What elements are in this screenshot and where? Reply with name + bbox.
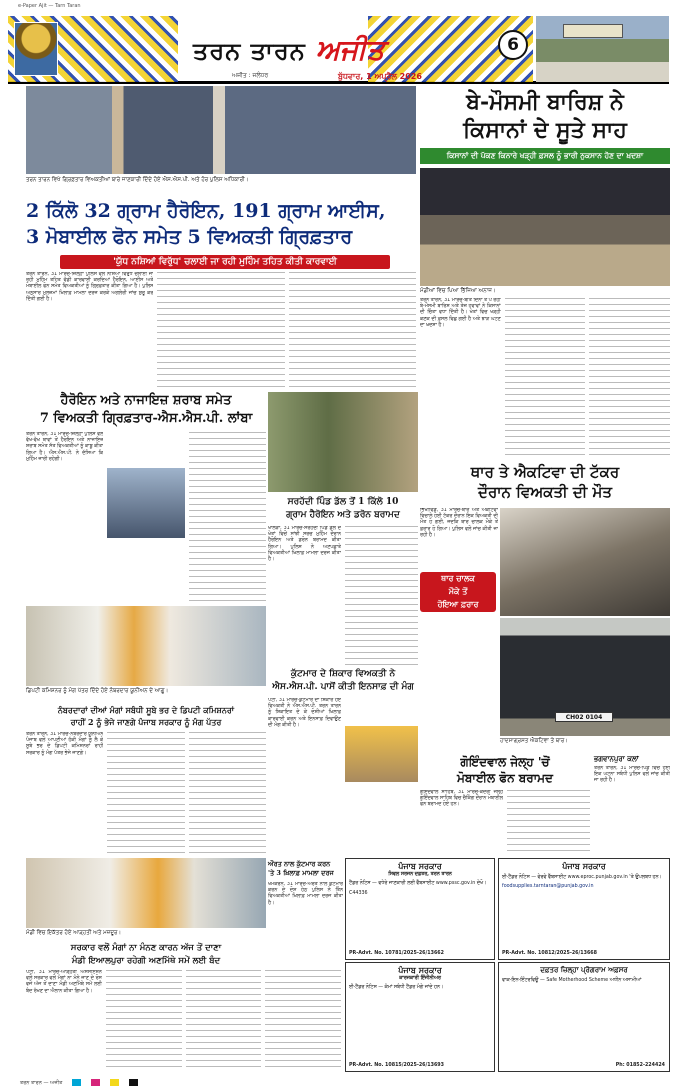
- building-sign: [563, 24, 623, 38]
- ad3-title: ਪੰਜਾਬ ਸਰਕਾਰ: [562, 862, 606, 871]
- story5-headline-line1: ਥਾਰ ਤੇ ਐਕਟਿਵਾ ਦੀ ਟੱਕਰ: [470, 463, 620, 481]
- story11-body: ਤਰਨ ਤਾਰਨ, 31 ਮਾਰਚ-ਪਿੰਡ ਵਿਚ ਹੋਈ ਇਕ ਘਟਨਾ ਸਬੰਧੀ ਪੁਲਿਸ ਵਲੋਂ ਜਾਂਚ ਕੀਤੀ ਜਾ ਰਹੀ ਹੈ।: [594, 766, 670, 784]
- ad1-footer: PR-Advt. No. 10781/2025-26/13662: [349, 951, 444, 956]
- ad2-footer: PR-Advt. No. 10815/2025-26/13693: [349, 1063, 444, 1068]
- story1-subhead: 'ਯੁੱਧ ਨਸ਼ਿਆਂ ਵਿਰੁੱਧ' ਚਲਾਈ ਜਾ ਰਹੀ ਮੁਹਿੰਮ ਤਹਿਤ ਕੀਤੀ ਕਾਰਵਾਈ: [60, 255, 390, 269]
- story5-headline-line2: ਦੌਰਾਨ ਵਿਅਕਤੀ ਦੀ ਮੌਤ: [478, 483, 612, 501]
- story2-headline-line2: ਕਿਸਾਨਾਂ ਦੇ ਸੂਤੇ ਸਾਹ: [463, 117, 627, 143]
- story9-headline-line2: ਮੰਡੀ ਇਆਲਪੁਰਾ ਰਹੇਗੀ ਅਣਮਿੱਥੇ ਸਮੇਂ ਲਈ ਬੰਦ: [71, 956, 221, 966]
- ad2-body: ਈ-ਟੈਂਡਰ ਨੋਟਿਸ — ਕੰਮਾਂ ਸਬੰਧੀ ਟੈਂਡਰ ਮੰਗੇ ਜਾਂਦੇ ਹਨ।: [349, 985, 444, 990]
- ad3-email: foodsupplies.tarntaran@punjab.gov.in: [502, 884, 594, 889]
- story6-body: [26, 732, 266, 857]
- story8-body-text-2: [507, 790, 590, 855]
- story1-body-text-2: [157, 272, 284, 390]
- story10-headline-line2: 'ਤੇ 3 ਖ਼ਿਲਾਫ਼ ਮਾਮਲਾ ਦਰਜ: [268, 869, 334, 877]
- swatch-black: [129, 1079, 138, 1086]
- story9-body-text: ਪੱਟੀ, 31 ਮਾਰਚ-ਆੜ੍ਹਤੀ ਐਸੋਸੀਏਸ਼ਨ ਵਲੋਂ ਸਰਕਾਰ ਵਲੋਂ ਮੰਗਾਂ ਨਾ ਮੰਨੇ ਜਾਣ ਦੇ ਰੋਸ ਵਜੋਂ ਅੱਜ ਤੋਂ ਦਾਣਾ ਮੰਡੀ ਅਣਮਿੱਥੇ ਸਮੇਂ ਲਈ ਬੰਦ ਰੱਖਣ ਦਾ ਐਲਾਨ ਕੀਤਾ ਗਿਆ ਹੈ।: [26, 970, 102, 994]
- story8-headline-line1: ਗੋਇੰਦਵਾਲ ਜੇਲ੍ਹ 'ਚੋਂ: [460, 755, 550, 769]
- swatch-cyan: [72, 1079, 81, 1086]
- story8-headline: [420, 754, 590, 786]
- story6-headline: [26, 704, 266, 728]
- masthead-date: ਬੁੱਧਵਾਰ, 1 ਅਪ੍ਰੈਲ 2026: [338, 72, 422, 81]
- govt-ad-program-officer: [498, 962, 670, 1072]
- ad3-body: ਈ-ਟੈਂਡਰ ਨੋਟਿਸ — ਵੇਰਵੇ ਵੈੱਬਸਾਈਟ www.eproc.punjab.gov.in 'ਤੇ ਉਪਲਬਧ ਹਨ।: [502, 875, 662, 880]
- story9-headline-line1: ਸਰਕਾਰ ਵਲੋਂ ਮੰਗਾਂ ਨਾ ਮੰਨਣ ਕਾਰਨ ਅੱਜ ਤੋਂ ਦਾਣਾ: [70, 943, 222, 953]
- ad4-phone: Ph: 01852-224424: [615, 1063, 665, 1068]
- ad2-dept: ਕਾਰਜਕਾਰੀ ਇੰਜੀਨੀਅਰ: [399, 976, 441, 981]
- story2-body-text: ਤਰਨ ਤਾਰਨ, 31 ਮਾਰਚ-ਬੀਤੇ ਦਿਨਾਂ ਤੋਂ ਪੈ ਰਹੀ ਬੇ-ਮੌਸਮੀ ਬਾਰਿਸ਼ ਅਤੇ ਤੇਜ਼ ਹਵਾਵਾਂ ਨੇ ਕਿਸਾਨਾਂ ਦੀ ਚਿੰਤਾ ਵਧਾ ਦਿੱਤੀ ਹੈ। ਖੇਤਾਂ ਵਿਚ ਖੜ੍ਹੀ ਕਣਕ ਦੀ ਫ਼ਸਲ ਵਿਛ ਗਈ ਹੈ ਅਤੇ ਝਾੜ ਘਟਣ ਦਾ ਖ਼ਦਸ਼ਾ ਹੈ।: [420, 298, 501, 328]
- masthead-subtitle: ਅਜੀਤ : ਜਲੰਧਰ: [232, 72, 269, 79]
- print-slug: e-Paper Ajit — Tarn Taran: [18, 3, 81, 9]
- mandi-group-photo: [26, 858, 266, 928]
- story1-body: [26, 272, 416, 390]
- story6-caption: ਡਿਪਟੀ ਕਮਿਸ਼ਨਰ ਨੂੰ ਮੰਗ ਪੱਤਰ ਦਿੰਦੇ ਹੋਏ ਨੰਬਰਦਾਰ ਯੂਨੀਅਨ ਦੇ ਆਗੂ।: [26, 688, 169, 694]
- masthead-title: [193, 28, 493, 72]
- story3-body-text: ਤਰਨ ਤਾਰਨ, 31 ਮਾਰਚ-ਜ਼ਿਲ੍ਹਾ ਪੁਲਿਸ ਵਲੋਂ ਵੱਖ-ਵੱਖ ਥਾਵਾਂ ਤੋਂ ਹੈਰੋਇਨ ਅਤੇ ਨਾਜਾਇਜ਼ ਸ਼ਰਾਬ ਸਮੇਤ ਸੱਤ ਵਿਅਕਤੀਆਂ ਨੂੰ ਕਾਬੂ ਕੀਤਾ ਗਿਆ ਹੈ। ਐਸ.ਐਸ.ਪੀ. ਨੇ ਦੱਸਿਆ ਕਿ ਮੁਹਿੰਮ ਜਾਰੀ ਰਹੇਗੀ।: [26, 432, 104, 462]
- story7-body: [268, 698, 418, 858]
- story1-headline-line1: 2 ਕਿੱਲੋ 32 ਗ੍ਰਾਮ ਹੈਰੋਇਨ, 191 ਗ੍ਰਾਮ ਆਈਸ,: [26, 200, 386, 222]
- story5-badge-line2: ਮੌਕੇ ਤੋਂ: [448, 587, 468, 596]
- story9-body-text-3: [186, 970, 262, 1072]
- story7-victim-photo: [345, 726, 418, 782]
- ad4-body: ਵਾਕ-ਇਨ-ਇੰਟਰਵਿਊ — Safe Motherhood Scheme ਅਧੀਨ ਅਸਾਮੀਆਂ: [502, 978, 642, 983]
- story5-caption: ਹਾਦਸਾਗ੍ਰਸਤ ਐਕਟਿਵਾ ਤੇ ਥਾਰ।: [500, 738, 568, 744]
- story4-body-text: ਖਾਲੜਾ, 31 ਮਾਰਚ-ਸਰਹੱਦੀ ਪਿੰਡ ਡੱਲ ਦੇ ਖੇਤਾਂ ਵਿਚੋਂ ਸਾਂਝੀ ਸਰਚ ਮੁਹਿੰਮ ਦੌਰਾਨ ਹੈਰੋਇਨ ਅਤੇ ਡਰੋਨ ਬਰਾਮਦ ਕੀਤਾ ਗਿਆ। ਪੁਲਿਸ ਨੇ ਅਣਪਛਾਤੇ ਵਿਅਕਤੀਆਂ ਖ਼ਿਲਾਫ਼ ਮਾਮਲਾ ਦਰਜ ਕੀਤਾ ਹੈ।: [268, 526, 341, 563]
- story5-body: [420, 508, 498, 753]
- story2-headline-line1: ਬੇ-ਮੌਸਮੀ ਬਾਰਿਸ਼ ਨੇ: [466, 89, 624, 115]
- golden-temple-logo-icon: [14, 22, 58, 76]
- masthead: [8, 16, 669, 84]
- color-registration-bar: [0, 1076, 677, 1089]
- story5-badge-line3: ਹੋਇਆ ਫ਼ਰਾਰ: [437, 600, 479, 609]
- swatch-magenta: [91, 1079, 100, 1086]
- story6-body-text-3: [189, 732, 266, 857]
- story6-body-text: ਤਰਨ ਤਾਰਨ, 31 ਮਾਰਚ-ਨੰਬਰਦਾਰ ਯੂਨੀਅਨ ਪੰਜਾਬ ਵਲੋਂ ਆਪਣੀਆਂ ਹੱਕੀ ਮੰਗਾਂ ਨੂੰ ਲੈ ਕੇ ਸੂਬੇ ਭਰ ਦੇ ਡਿਪਟੀ ਕਮਿਸ਼ਨਰਾਂ ਰਾਹੀਂ ਸਰਕਾਰ ਨੂੰ ਮੰਗ ਪੱਤਰ ਭੇਜੇ ਜਾਣਗੇ।: [26, 732, 104, 756]
- story2-body-text-3: [589, 298, 670, 458]
- story4-headline-line2: ਗ੍ਰਾਮ ਹੈਰੋਇਨ ਅਤੇ ਡਰੋਨ ਬਰਾਮਦ: [286, 510, 400, 520]
- story3-headline: [26, 392, 266, 428]
- story6-headline-line1: ਨੰਬਰਦਾਰਾਂ ਦੀਆਂ ਮੰਗਾਂ ਸਬੰਧੀ ਸੂਬੇ ਭਰ ਦੇ ਡਿਪਟੀ ਕਮਿਸ਼ਨਰਾਂ: [57, 705, 235, 715]
- story6-headline-line2: ਰਾਹੀਂ 2 ਨੂੰ ਭੇਜੇ ਜਾਣਗੇ ਪੰਜਾਬ ਸਰਕਾਰ ਨੂੰ ਮੰਗ ਪੱਤਰ: [70, 717, 222, 727]
- story4-body: [268, 526, 418, 666]
- story9-caption: ਮੰਡੀ ਵਿਚ ਇਕੱਤਰ ਹੋਏ ਆੜ੍ਹਤੀ ਅਤੇ ਮਜ਼ਦੂਰ।: [26, 930, 122, 936]
- story6-body-text-2: [107, 732, 184, 857]
- story1-body-text-3: [289, 272, 416, 390]
- govt-ad-food-supplies: [498, 858, 670, 960]
- activa-wreck-photo: [500, 508, 670, 616]
- ad2-title: ਪੰਜਾਬ ਸਰਕਾਰ: [398, 966, 442, 975]
- story2-caption: ਮੰਡੀਆਂ ਵਿਚ ਪਿਆ ਭਿੱਜਿਆ ਅਨਾਜ।: [420, 288, 496, 294]
- thar-number-plate: CH02 0104: [555, 712, 613, 722]
- story9-body: [26, 970, 341, 1072]
- story1-headline: [26, 198, 416, 250]
- story2-body-text-2: [505, 298, 586, 458]
- story2-strip: ਕਿਸਾਨਾਂ ਦੀ ਪੱਕਣ ਕਿਨਾਰੇ ਖੜ੍ਹੀ ਫ਼ਸਲ ਨੂੰ ਭਾਰੀ ਨੁਕਸਾਨ ਹੋਣ ਦਾ ਖ਼ਦਸ਼ਾ: [420, 148, 670, 164]
- story4-headline-line1: ਸਰਹੱਦੀ ਪਿੰਡ ਡੱਲ ਤੋਂ 1 ਕਿੱਲੋ 10: [287, 497, 399, 507]
- ad1-body: ਟੈਂਡਰ ਨੋਟਿਸ — ਵਧੇਰੇ ਜਾਣਕਾਰੀ ਲਈ ਵੈੱਬਸਾਈਟ www.pssc.gov.in ਦੇਖੋ।: [349, 881, 487, 886]
- story3-body: [26, 432, 266, 602]
- story8-body-text: ਗੋਇੰਦਵਾਲ ਸਾਹਿਬ, 31 ਮਾਰਚ-ਕੇਂਦਰੀ ਜੇਲ੍ਹ ਗੋਇੰਦਵਾਲ ਸਾਹਿਬ ਵਿਚ ਚੈਕਿੰਗ ਦੌਰਾਨ ਮੋਬਾਈਲ ਫੋਨ ਬਰਾਮਦ ਹੋਏ ਹਨ।: [420, 790, 503, 808]
- story5-badge-line1: ਥਾਰ ਚਾਲਕ: [441, 574, 475, 583]
- page-number: 6: [498, 30, 528, 60]
- ad1-dept: ਸਿਵਲ ਸਰਜਨ ਦਫ਼ਤਰ, ਤਰਨ ਤਾਰਨ: [388, 872, 452, 877]
- story3-headline-line1: ਹੈਰੋਇਨ ਅਤੇ ਨਾਜਾਇਜ਼ ਸ਼ਰਾਬ ਸਮੇਤ: [60, 393, 232, 408]
- story5-badge: [420, 572, 496, 612]
- story4-body-text-2: [345, 526, 418, 666]
- swatch-yellow: [110, 1079, 119, 1086]
- story1-headline-line2: 3 ਮੋਬਾਈਲ ਫੋਨ ਸਮੇਤ 5 ਵਿਅਕਤੀ ਗ੍ਰਿਫ਼ਤਾਰ: [26, 226, 353, 248]
- ad1-title: ਪੰਜਾਬ ਸਰਕਾਰ: [398, 862, 442, 871]
- story10-body: ਖੇਮਕਰਨ, 31 ਮਾਰਚ-ਔਰਤ ਨਾਲ ਕੁੱਟਮਾਰ ਕਰਨ ਦੇ ਦੋਸ਼ ਹੇਠ ਪੁਲਿਸ ਨੇ ਤਿੰਨ ਵਿਅਕਤੀਆਂ ਖ਼ਿਲਾਫ਼ ਮਾਮਲਾ ਦਰਜ ਕੀਤਾ ਹੈ।: [268, 882, 343, 906]
- story7-headline: [268, 668, 418, 694]
- govt-ad-civil-surgeon: [345, 858, 495, 960]
- story8-body: [420, 790, 590, 855]
- story4-headline: [268, 496, 418, 522]
- story7-headline-line1: ਕੁੱਟਮਾਰ ਦੇ ਸ਼ਿਕਾਰ ਵਿਅਕਤੀ ਨੇ: [290, 669, 396, 679]
- story11-headline: ਭਗਵਾਨਪੁਰਾ ਕਲਾਂ: [594, 754, 639, 763]
- story3-ssp-photo: [107, 468, 184, 538]
- story8-headline-line2: ਮੋਬਾਈਲ ਫੋਨ ਬਰਾਮਦ: [457, 771, 553, 785]
- govt-ad-executive-engineer: [345, 962, 495, 1072]
- story5-headline: [420, 462, 670, 502]
- story2-body: [420, 298, 670, 458]
- story3-headline-line2: 7 ਵਿਅਕਤੀ ਗ੍ਰਿਫ਼ਤਾਰ-ਐਸ.ਐਸ.ਪੀ. ਲਾਂਬਾ: [39, 411, 253, 426]
- story9-body-text-4: [265, 970, 341, 1072]
- colorbar-label: ਤਰਨ ਤਾਰਨ — ਅਜੀਤ: [20, 1079, 63, 1086]
- numberdar-group-photo: [26, 606, 266, 686]
- brand-name: ਅਜੀਤ: [315, 33, 385, 66]
- story5-body-text: ਭਿੱਖੀਵਿੰਡ, 31 ਮਾਰਚ-ਥਾਰ ਅਤੇ ਐਕਟਿਵਾ ਵਿਚਾਲੇ ਹੋਈ ਟੱਕਰ ਦੌਰਾਨ ਇਕ ਵਿਅਕਤੀ ਦੀ ਮੌਤ ਹੋ ਗਈ, ਜਦਕਿ ਥਾਰ ਚਾਲਕ ਮੌਕੇ ਤੋਂ ਫ਼ਰਾਰ ਹੋ ਗਿਆ। ਪੁਲਿਸ ਵਲੋਂ ਜਾਂਚ ਕੀਤੀ ਜਾ ਰਹੀ ਹੈ।: [420, 508, 498, 538]
- edition-city: ਤਰਨ ਤਾਰਨ: [193, 35, 306, 65]
- story7-headline-line2: ਐਸ.ਐਸ.ਪੀ. ਪਾਸੋਂ ਕੀਤੀ ਇਨਸਾਫ਼ ਦੀ ਮੰਗ: [272, 682, 414, 692]
- ad4-title: ਦਫ਼ਤਰ ਜ਼ਿਲ੍ਹਾ ਪ੍ਰੋਗਰਾਮ ਅਫ਼ਸਰ: [540, 966, 628, 974]
- story1-caption: ਤਰਨ ਤਾਰਨ ਵਿਖੇ ਗ੍ਰਿਫ਼ਤਾਰ ਵਿਅਕਤੀਆਂ ਬਾਰੇ ਜਾਣਕਾਰੀ ਦਿੰਦੇ ਹੋਏ ਐਸ.ਐਸ.ਪੀ. ਅਤੇ ਹੋਰ ਪੁਲਿਸ ਅਧਿਕਾਰੀ।: [26, 177, 249, 183]
- story7-body-text: ਪੱਟੀ, 31 ਮਾਰਚ-ਕੁੱਟਮਾਰ ਦਾ ਸ਼ਿਕਾਰ ਹੋਏ ਵਿਅਕਤੀ ਨੇ ਐਸ.ਐਸ.ਪੀ. ਤਰਨ ਤਾਰਨ ਨੂੰ ਸ਼ਿਕਾਇਤ ਦੇ ਕੇ ਦੋਸ਼ੀਆਂ ਖ਼ਿਲਾਫ਼ ਕਾਰਵਾਈ ਕਰਨ ਅਤੇ ਇਨਸਾਫ਼ ਦਿਵਾਉਣ ਦੀ ਮੰਗ ਕੀਤੀ ਹੈ।: [268, 698, 341, 728]
- police-press-photo: [26, 86, 416, 174]
- story9-headline: [26, 942, 266, 968]
- story9-body-text-2: [106, 970, 182, 1072]
- story1-body-text: ਤਰਨ ਤਾਰਨ, 31 ਮਾਰਚ-ਜ਼ਿਲ੍ਹਾ ਪੁਲਿਸ ਵਲੋਂ ਨਸ਼ਿਆਂ ਵਿਰੁੱਧ ਚਲਾਈ ਜਾ ਰਹੀ ਮੁਹਿੰਮ ਤਹਿਤ ਵੱਡੀ ਕਾਰਵਾਈ ਕਰਦਿਆਂ ਹੈਰੋਇਨ, ਆਈਸ ਅਤੇ ਮੋਬਾਈਲ ਫੋਨ ਸਮੇਤ ਵਿਅਕਤੀਆਂ ਨੂੰ ਗ੍ਰਿਫ਼ਤਾਰ ਕੀਤਾ ਗਿਆ ਹੈ। ਪੁਲਿਸ ਅਨੁਸਾਰ ਮੁਲਜ਼ਮਾਂ ਖ਼ਿਲਾਫ਼ ਮਾਮਲਾ ਦਰਜ ਕਰਕੇ ਅਗਲੇਰੀ ਜਾਂਚ ਸ਼ੁਰੂ ਕਰ ਦਿੱਤੀ ਗਈ ਹੈ।: [26, 272, 154, 302]
- story10-headline: [268, 860, 343, 878]
- story10-headline-line1: ਔਰਤ ਨਾਲ ਕੁੱਟਮਾਰ ਕਰਨ: [268, 860, 331, 868]
- border-search-photo: [268, 392, 418, 492]
- story2-headline: [420, 88, 670, 144]
- ad3-footer: PR-Advt. No. 10812/2025-26/13668: [502, 951, 597, 956]
- ad1-code: C44336: [349, 891, 368, 896]
- rain-mandi-photo: [420, 168, 670, 286]
- story3-body-text-2: [189, 432, 266, 602]
